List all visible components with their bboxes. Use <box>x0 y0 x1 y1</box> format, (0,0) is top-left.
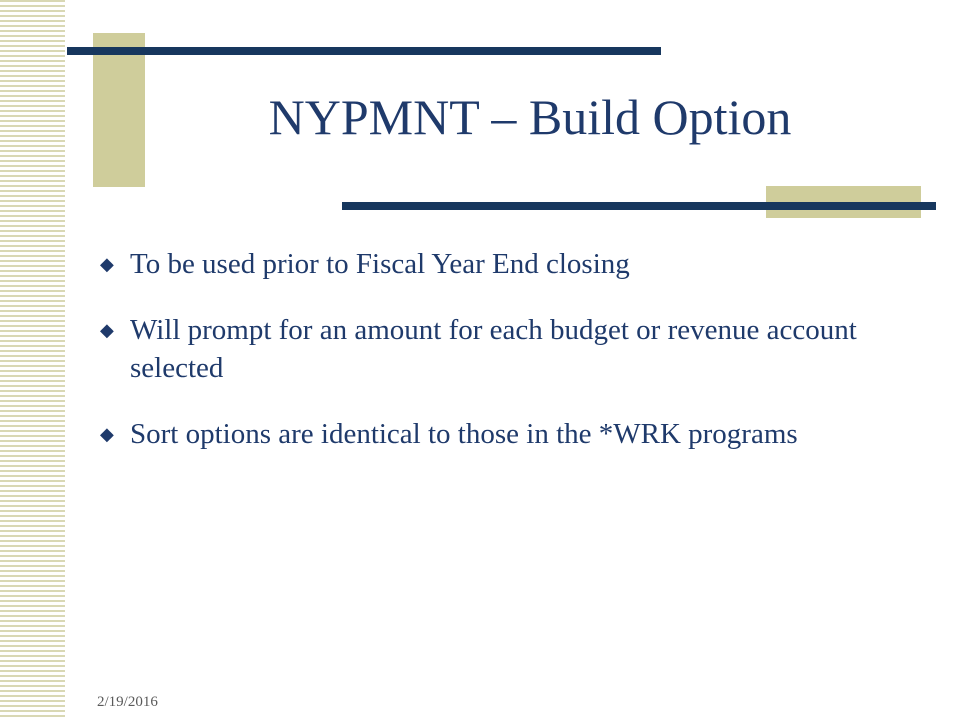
accent-block-left <box>93 33 145 187</box>
bullet-item <box>100 311 880 387</box>
bullet-list <box>100 245 880 481</box>
decorative-stripe-band <box>0 0 68 720</box>
diamond-bullet-icon: ◆ <box>100 254 114 274</box>
slide-date: 2/19/2016 <box>97 694 158 710</box>
diamond-bullet-icon: ◆ <box>100 320 114 340</box>
bullet-item <box>100 415 880 453</box>
slide-title: NYPMNT – Build Option <box>268 89 792 145</box>
bullet-text: To be used prior to Fiscal Year End closing <box>130 248 630 280</box>
diamond-bullet-icon: ◆ <box>100 424 114 444</box>
title-rule-top <box>67 47 661 55</box>
bullet-item <box>100 245 880 283</box>
bullet-text: Sort options are identical to those in the *WRK programs <box>130 418 798 450</box>
bullet-text: Will prompt for an amount for each budget or revenue account selected <box>130 314 857 384</box>
title-rule-bottom <box>342 202 936 210</box>
